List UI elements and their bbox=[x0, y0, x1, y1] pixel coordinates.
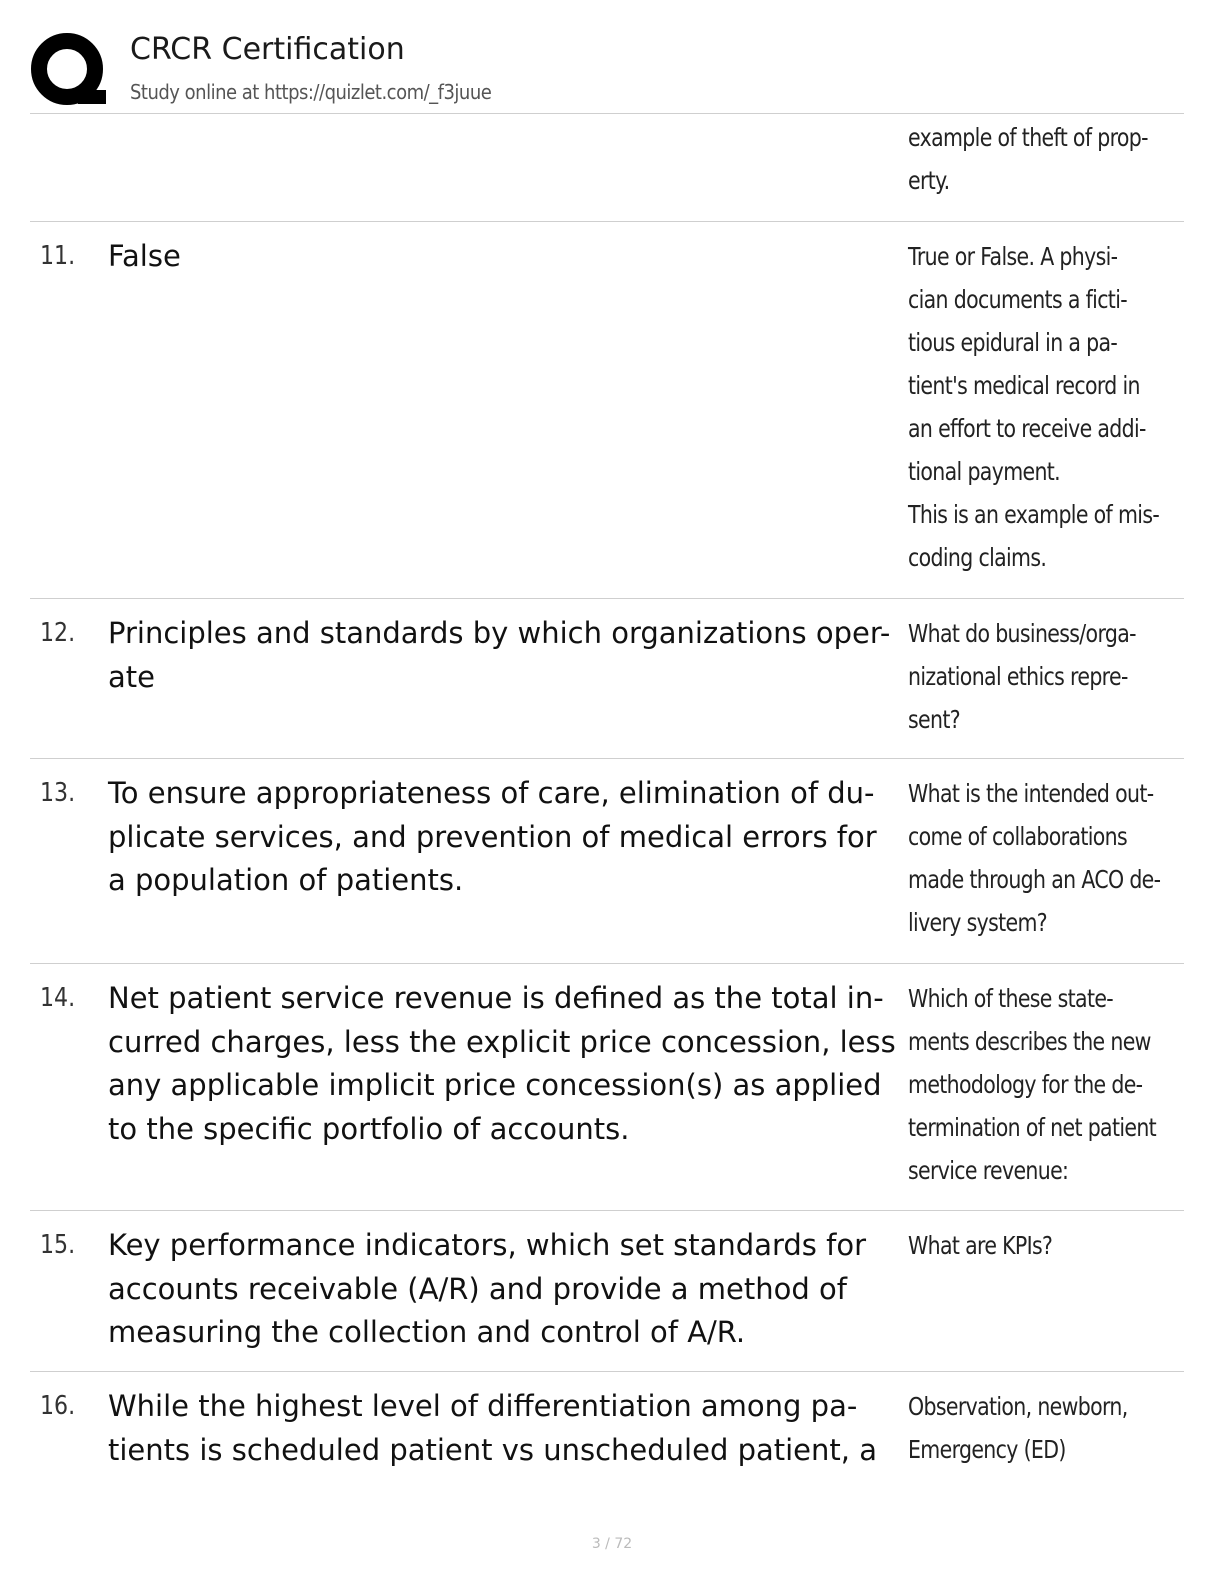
card-term: Principles and standards by which organizations oper- ate bbox=[108, 616, 891, 694]
definition-line: cian documents a ficti- bbox=[908, 285, 1127, 314]
divider bbox=[30, 1210, 1184, 1211]
definition-line: tious epidural in a pa- bbox=[908, 328, 1118, 357]
definition-line: What is the intended out- bbox=[908, 779, 1154, 808]
definition-line: made through an ACO de- bbox=[908, 865, 1161, 894]
card-number: 15. bbox=[40, 1230, 76, 1260]
definition-line: Observation, newborn, bbox=[908, 1392, 1128, 1421]
definition-line: What do business/orga- bbox=[908, 619, 1136, 648]
definition-line: tient's medical record in bbox=[908, 371, 1140, 400]
definition-line: an effort to receive addi- bbox=[908, 414, 1146, 443]
card-number: 12. bbox=[40, 618, 76, 648]
card-definition bbox=[908, 235, 1170, 579]
definition-line: methodology for the de- bbox=[908, 1070, 1143, 1099]
definition-line: termination of net patient bbox=[908, 1113, 1157, 1142]
definition-line: service revenue: bbox=[908, 1156, 1069, 1185]
card-term: To ensure appropriateness of care, elimination of du- plicate services, and prevention of medical errors for a population of patients. bbox=[108, 776, 877, 897]
divider bbox=[30, 963, 1184, 964]
divider bbox=[30, 598, 1184, 599]
page-header bbox=[30, 28, 1190, 112]
continued-definition bbox=[908, 116, 1170, 202]
card-term: While the highest level of differentiation among pa- tients is scheduled patient vs unscheduled patient, a bbox=[108, 1389, 877, 1467]
card-term: Net patient service revenue is defined as the total in- curred charges, less the explicit price concession, less any applicable implicit price concession(s) as applied to the specific portfolio of accounts. bbox=[108, 981, 896, 1146]
definition-line: sent? bbox=[908, 705, 960, 734]
definition-line: coding claims. bbox=[908, 543, 1047, 572]
quizlet-logo-icon bbox=[30, 32, 108, 110]
definition-line: True or False. A physi- bbox=[908, 242, 1118, 271]
card-number: 13. bbox=[40, 778, 76, 808]
definition-line: This is an example of mis- bbox=[908, 500, 1160, 529]
card-term: Key performance indicators, which set standards for accounts receivable (A/R) and provide a method of measuring the collection and control of A/R. bbox=[108, 1228, 867, 1349]
divider bbox=[30, 113, 1184, 114]
divider bbox=[30, 758, 1184, 759]
definition-line: example of theft of prop- bbox=[908, 123, 1148, 152]
definition-line: erty. bbox=[908, 166, 950, 195]
divider bbox=[30, 221, 1184, 222]
definition-line: livery system? bbox=[908, 908, 1048, 937]
card-number: 14. bbox=[40, 983, 76, 1013]
definition-line: tional payment. bbox=[908, 457, 1061, 486]
definition-line: Which of these state- bbox=[908, 984, 1114, 1013]
definition-line: Emergency (ED) bbox=[908, 1435, 1066, 1464]
card-definition bbox=[908, 772, 1170, 944]
card-term: False bbox=[108, 239, 181, 273]
card-definition bbox=[908, 1224, 1170, 1267]
card-number: 11. bbox=[40, 241, 76, 271]
card-definition bbox=[908, 612, 1170, 741]
definition-line: nizational ethics repre- bbox=[908, 662, 1128, 691]
card-definition bbox=[908, 1385, 1170, 1471]
divider bbox=[30, 1371, 1184, 1372]
definition-line: come of collaborations bbox=[908, 822, 1128, 851]
definition-line: What are KPIs? bbox=[908, 1231, 1053, 1260]
definition-line: ments describes the new bbox=[908, 1027, 1151, 1056]
card-number: 16. bbox=[40, 1391, 76, 1421]
study-link[interactable]: Study online at https://quizlet.com/_f3juue bbox=[130, 80, 492, 104]
card-definition bbox=[908, 977, 1170, 1192]
page-title: CRCR Certification bbox=[130, 32, 405, 67]
page-number: 3 / 72 bbox=[591, 1536, 633, 1552]
